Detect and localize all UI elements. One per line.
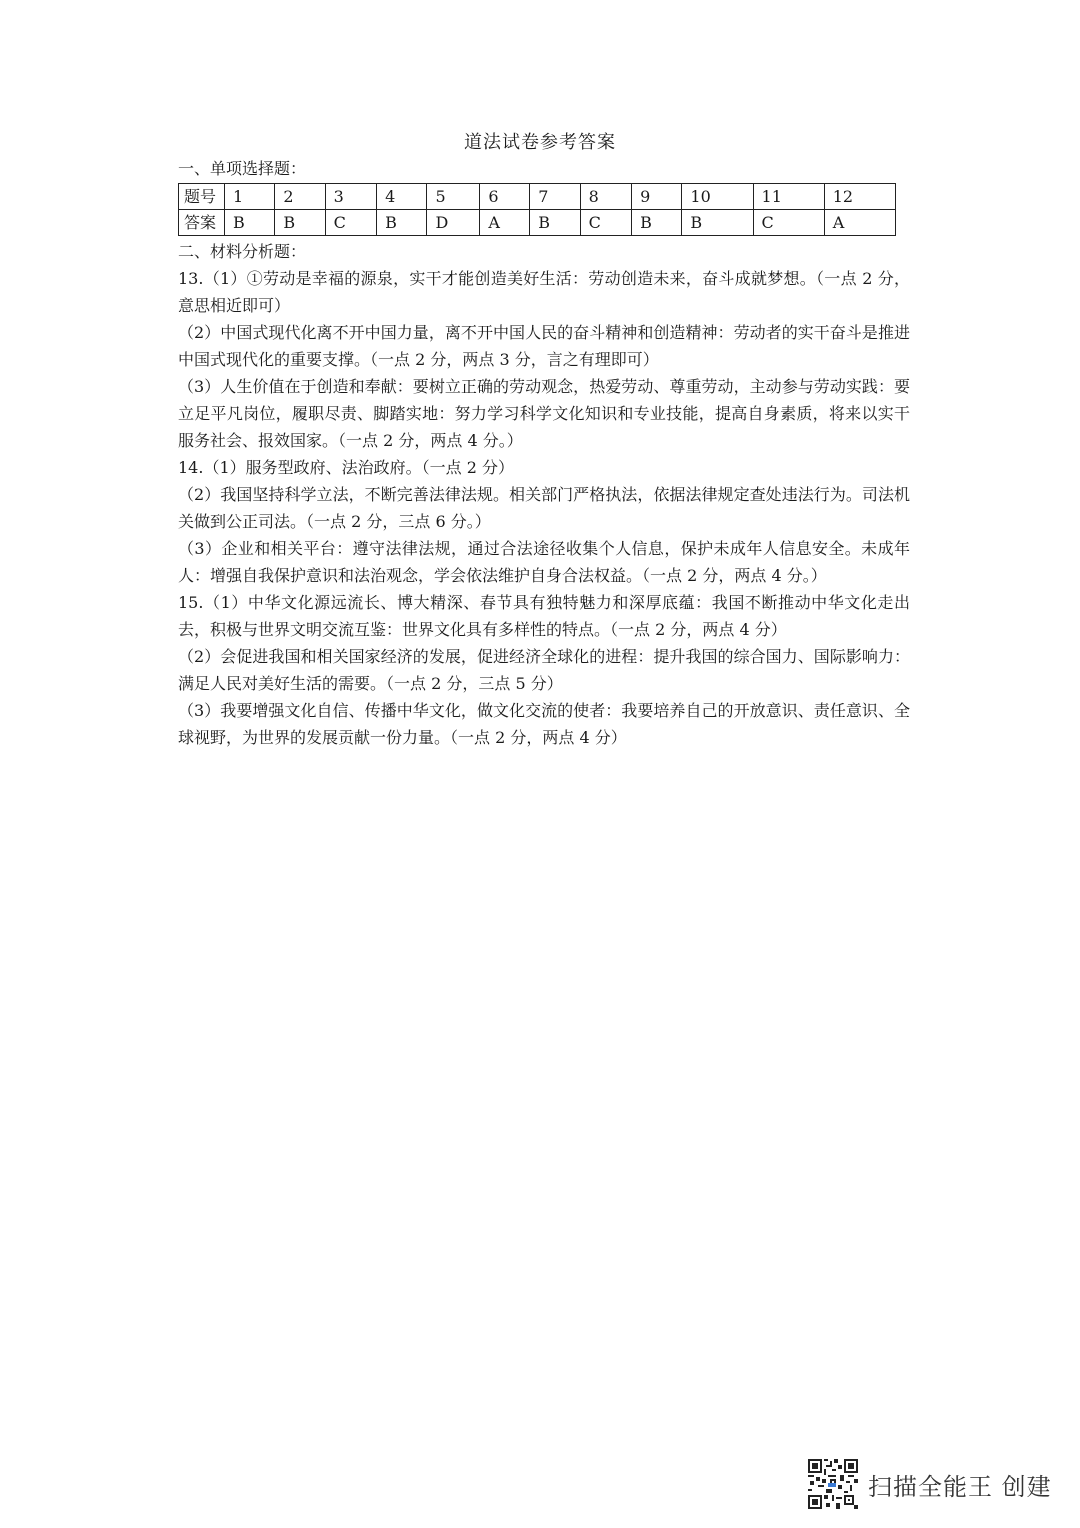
answer-paragraph: （3）人生价值在于创造和奉献：要树立正确的劳动观念，热爱劳动、尊重劳动，主动参与劳动实践：要立足平凡岗位，履职尽责、脚踏实地：努力学习科学文化知识和专业技能，提高自身素质，将来以实干服务社会、报效国家。（一点 2 分，两点 4 分。） [178, 377, 910, 450]
section-heading-analysis: 二、材料分析题： [178, 242, 307, 261]
table-cell-number: 6 [480, 184, 530, 210]
answer-paragraph: （2）我国坚持科学立法，不断完善法律法规。相关部门严格执法，依据法律规定查处违法行为。司法机关做到公正司法。（一点 2 分，三点 6 分。） [178, 485, 910, 531]
table-cell-number: 12 [824, 184, 895, 210]
table-cell-answer: B [530, 210, 580, 236]
table-cell-number: 7 [530, 184, 580, 210]
table-cell-answer: C [325, 210, 377, 236]
table-cell-number: 11 [753, 184, 824, 210]
answer-paragraph: （2）会促进我国和相关国家经济的发展，促进经济全球化的进程：提升我国的综合国力、国际影响力：满足人民对美好生活的需要。（一点 2 分，三点 5 分） [178, 647, 910, 693]
table-cell-answer: D [427, 210, 480, 236]
table-row-numbers [179, 184, 896, 210]
answer-paragraph: （2）中国式现代化离不开中国力量，离不开中国人民的奋斗精神和创造精神：劳动者的实干奋斗是推进中国式现代化的重要支撑。（一点 2 分，两点 3 分，言之有理即可） [178, 323, 910, 369]
answer-table [178, 183, 896, 236]
table-cell-answer: C [580, 210, 632, 236]
table-row-answers [179, 210, 896, 236]
table-cell-answer: B [632, 210, 682, 236]
table-cell-answer: B [275, 210, 325, 236]
table-cell-number: 1 [225, 184, 275, 210]
scanner-watermark [808, 1458, 1052, 1510]
table-cell-number: 2 [275, 184, 325, 210]
table-cell-answer: A [824, 210, 895, 236]
document-title: 道法试卷参考答案 [464, 132, 616, 153]
table-cell-number: 9 [632, 184, 682, 210]
table-cell-answer: B [682, 210, 753, 236]
table-cell-number: 3 [325, 184, 377, 210]
qr-code-icon [808, 1459, 858, 1509]
answer-paragraph: （3）我要增强文化自信、传播中华文化，做文化交流的使者：我要培养自己的开放意识、责任意识、全球视野，为世界的发展贡献一份力量。（一点 2 分，两点 4 分） [178, 701, 910, 747]
answer-paragraph: 13.（1）①劳动是幸福的源泉，实干才能创造美好生活：劳动创造未来，奋斗成就梦想。（一点 2 分，意思相近即可） [178, 269, 910, 315]
section-heading-choice: 一、单项选择题： [178, 159, 307, 178]
table-cell-answer: A [480, 210, 530, 236]
table-row-label: 题号 [179, 184, 225, 210]
table-cell-answer: B [377, 210, 427, 236]
table-cell-answer: C [753, 210, 824, 236]
table-cell-number: 4 [377, 184, 427, 210]
table-cell-number: 8 [580, 184, 632, 210]
document-body [178, 155, 910, 751]
table-cell-number: 5 [427, 184, 480, 210]
answer-paragraph: （3）企业和相关平台：遵守法律法规，通过合法途径收集个人信息，保护未成年人信息安全。未成年人：增强自我保护意识和法治观念，学会依法维护自身合法权益。（一点 2 分，两点 4 分。） [178, 539, 910, 585]
table-cell-number: 10 [682, 184, 753, 210]
table-cell-answer: B [225, 210, 275, 236]
answer-paragraph: 14.（1）服务型政府、法治政府。（一点 2 分） [178, 458, 514, 477]
table-row-label: 答案 [179, 210, 225, 236]
answer-paragraph: 15.（1）中华文化源远流长、博大精深、春节具有独特魅力和深厚底蕴：我国不断推动中华文化走出去，积极与世界文明交流互鉴：世界文化具有多样性的特点。（一点 2 分，两点 4 分） [178, 593, 910, 639]
watermark-text: 扫描全能王 创建 [868, 1472, 1052, 1501]
